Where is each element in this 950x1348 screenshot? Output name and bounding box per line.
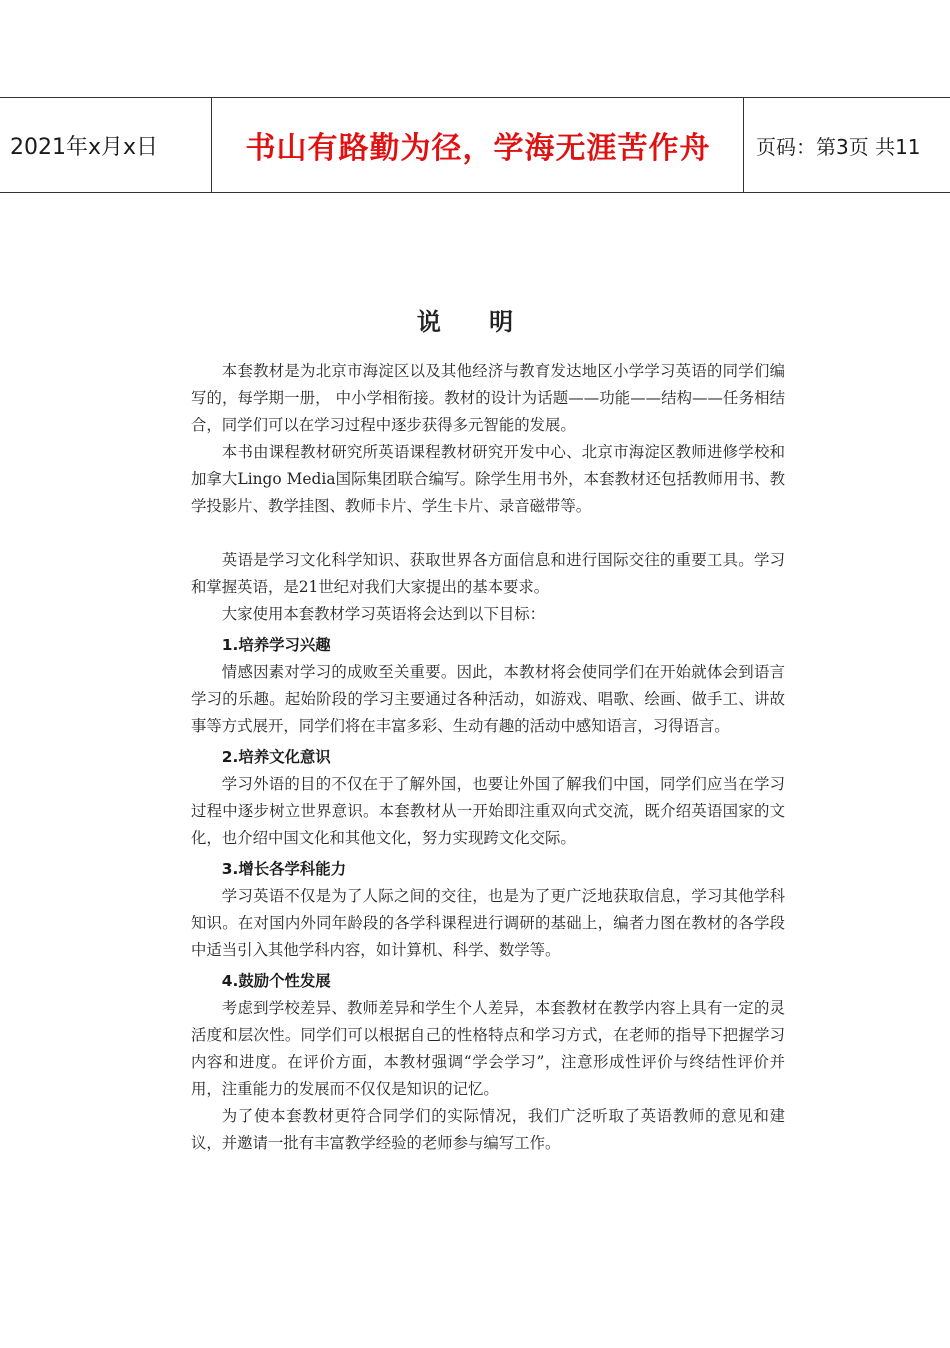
section-text: 学习英语不仅是为了人际之间的交往，也是为了更广泛地获取信息，学习其他学科知识。在对国内外同年龄段的各学科课程进行调研的基础上，编者力图在教材的各学段中适当引入其他学科内容，如计算机、科学、数学等。 xyxy=(191,887,785,959)
page-header xyxy=(0,97,950,193)
goals-paragraph: 英语是学习文化科学知识、获取世界各方面信息和进行国际交往的重要工具。学习和掌握英语，是21世纪对我们大家提出的基本要求。 xyxy=(191,551,785,596)
section-heading: 3.增长各学科能力 xyxy=(221,860,347,878)
section-text: 学习外语的目的不仅在于了解外国，也要让外国了解我们中国，同学们应当在学习过程中逐步树立世界意识。本套教材从一开始即注重双向式交流，既介绍英语国家的文化，也介绍中国文化和其他文化，努力实现跨文化交际。 xyxy=(191,775,785,847)
section-heading: 1.培养学习兴趣 xyxy=(221,636,331,654)
header-page-info: 页码：第3页 共11 xyxy=(756,134,921,159)
intro-paragraph: 本套教材是为北京市海淀区以及其他经济与教育发达地区小学学习英语的同学们编写的，每学期一册， 中小学相衔接。教材的设计为话题——功能——结构——任务相结合，同学们可以在学习过程中逐步获得多元智能的发展。 xyxy=(191,362,785,434)
closing-paragraph: 为了使本套教材更符合同学们的实际情况，我们广泛听取了英语教师的意见和建议，并邀请一批有丰富教学经验的老师参与编写工作。 xyxy=(191,1107,785,1152)
document-body xyxy=(191,358,785,1157)
section-text: 考虑到学校差异、教师差异和学生个人差异，本套教材在教学内容上具有一定的灵活度和层次性。同学们可以根据自己的性格特点和学习方式，在老师的指导下把握学习内容和进度。在评价方面，本教材强调“学会学习”，注意形成性评价与终结性评价并用，注重能力的发展而不仅仅是知识的记忆。 xyxy=(191,999,785,1098)
section-heading: 2.培养文化意识 xyxy=(221,748,331,766)
section-heading: 4.鼓励个性发展 xyxy=(221,972,331,990)
intro-paragraph: 本书由课程教材研究所英语课程教材研究开发中心、北京市海淀区教师进修学校和加拿大Lingo Media国际集团联合编写。除学生用书外，本套教材还包括教师用书、教学投影片、教学挂图、教师卡片、学生卡片、录音磁带等。 xyxy=(191,443,785,515)
goals-paragraph: 大家使用本套教材学习英语将会达到以下目标： xyxy=(221,605,546,623)
section-text: 情感因素对学习的成败至关重要。因此，本教材将会使同学们在开始就体会到语言学习的乐趣。起始阶段的学习主要通过各种活动，如游戏、唱歌、绘画、做手工、讲故事等方式展开，同学们将在丰富多彩、生动有趣的活动中感知语言，习得语言。 xyxy=(191,663,785,735)
header-motto: 书山有路勤为径，学海无涯苦作舟 xyxy=(213,98,744,192)
header-date: 2021年x月x日 xyxy=(0,98,212,192)
document-title: 说 明 xyxy=(416,307,534,336)
